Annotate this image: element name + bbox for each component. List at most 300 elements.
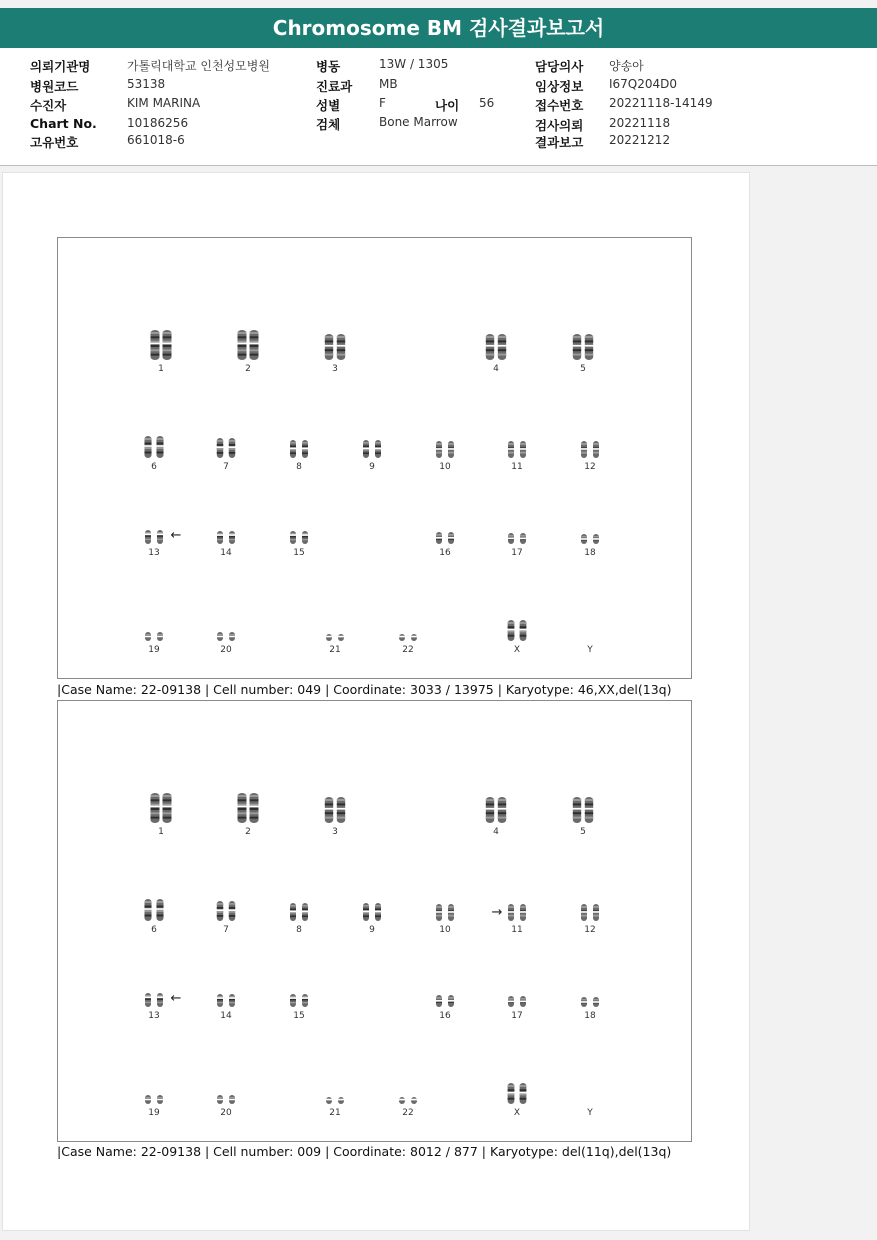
clinical-info-label: 임상정보: [535, 79, 584, 94]
chromosome-band: [508, 1085, 515, 1087]
chromosome-band: [581, 999, 587, 1000]
chromosome-band: [508, 1089, 515, 1091]
chromosome-pair-6: [144, 899, 164, 935]
chromosome-band: [163, 336, 172, 338]
centromere: [520, 448, 527, 450]
sex-label: 성별: [316, 98, 341, 113]
chromosome-band: [290, 449, 296, 451]
chromosome-band: [508, 1098, 515, 1100]
centromere: [519, 629, 527, 631]
chromosome-pair-9: [363, 440, 382, 472]
chromosome-band: [486, 340, 494, 342]
chromosome-band: [156, 443, 163, 445]
chromosome-pair-17: [508, 533, 527, 558]
chromosome-band: [217, 903, 223, 905]
chromosome-pair-1: [150, 793, 172, 837]
karyogram-image-2: [58, 701, 691, 1141]
chromosome-band: [508, 906, 514, 908]
karyogram-panel-2: [57, 700, 692, 1142]
chromosome-band: [325, 803, 333, 805]
chromosome-label-5: 5: [580, 827, 586, 837]
chromosome-band: [229, 911, 235, 913]
chromosome-band: [229, 533, 235, 534]
chromosome-label-13: 13: [148, 548, 160, 558]
chromosome-pair-4: [485, 797, 506, 837]
chromosome-band: [302, 533, 308, 534]
chromosome-band: [250, 345, 259, 347]
chromosome-band: [163, 345, 172, 347]
chromosome-pair-8: [290, 903, 309, 935]
chromosome-band: [436, 915, 442, 917]
chromosome-band: [520, 1089, 527, 1091]
chromosome-band: [144, 447, 151, 449]
top-border: [0, 0, 877, 4]
centromere: [229, 1099, 236, 1101]
chromosome-band: [508, 631, 515, 633]
chromosome-band: [250, 341, 259, 343]
chromosome-band: [363, 453, 369, 455]
centromere: [157, 534, 164, 536]
chromosome-pair-3: [324, 797, 345, 837]
department-label: 진료과: [316, 79, 353, 94]
chromosome-label-6: 6: [151, 462, 157, 472]
chromosome-band: [508, 626, 515, 628]
chromosome-pair-21: [326, 634, 345, 655]
chromosome-band: [520, 626, 527, 628]
hospital-code-value: 53138: [127, 77, 166, 91]
chromosome-label-17: 17: [511, 548, 523, 558]
chromosome-band: [145, 539, 151, 541]
chromosome-band: [363, 442, 369, 444]
chromosome-band: [238, 804, 247, 806]
chromosome-band: [156, 910, 163, 912]
chromosome-label-10: 10: [439, 462, 451, 472]
chromosome-label-20: 20: [220, 645, 232, 655]
centromere: [485, 345, 494, 347]
centromere: [217, 534, 224, 536]
specimen-value: Bone Marrow: [379, 115, 458, 129]
chromosome-band: [145, 1002, 151, 1004]
chromosome-label-12: 12: [584, 925, 596, 935]
chromosome-band: [144, 915, 151, 917]
centromere: [572, 808, 581, 810]
chromosome-band: [144, 443, 151, 445]
chromosome-band: [156, 915, 163, 917]
chromosome-pair-15: [290, 994, 309, 1021]
chromosome-band: [302, 442, 308, 444]
chromosome-label-Y: Y: [587, 1108, 593, 1118]
centromere: [237, 806, 247, 808]
chromosome-band: [375, 446, 381, 448]
centromere: [324, 345, 333, 347]
chromosome-band: [145, 535, 151, 537]
receipt-no-value: 20221118-14149: [609, 96, 713, 110]
chromosome-label-19: 19: [148, 1108, 160, 1118]
chromosome-band: [151, 349, 160, 351]
chromosome-band: [375, 905, 381, 907]
chromosome-band: [508, 535, 514, 537]
chromosome-pair-Y: [586, 1108, 593, 1118]
chromosome-band: [337, 340, 345, 342]
chromosome-label-4: 4: [493, 827, 499, 837]
chromosome-band: [520, 1085, 527, 1087]
chromosome-label-18: 18: [584, 1011, 596, 1021]
chromosome-band: [486, 799, 494, 801]
centromere: [157, 997, 164, 999]
chromosome-band: [229, 536, 235, 537]
chromosome-band: [363, 912, 369, 914]
chromosome-band: [250, 799, 259, 801]
chromosome-band: [151, 795, 160, 797]
chromosome-band: [163, 804, 172, 806]
chromosome-band: [238, 341, 247, 343]
chromosome-band: [156, 447, 163, 449]
chromosome-band: [498, 803, 506, 805]
chromosome-band: [593, 452, 599, 454]
chromosome-band: [217, 907, 223, 909]
chromosome-band: [238, 349, 247, 351]
centromere: [507, 1092, 515, 1094]
chromosome-band: [593, 443, 599, 445]
abnormality-arrow-13: ←: [170, 528, 182, 543]
chromosome-label-5: 5: [580, 364, 586, 374]
chromosome-band: [238, 817, 247, 819]
doctor-value: 양송아: [609, 59, 644, 73]
chromosome-band: [145, 1097, 151, 1098]
chromosome-15-2: [302, 531, 308, 544]
chromosome-band: [337, 799, 345, 801]
chromosome-band: [520, 906, 526, 908]
chromosome-band: [229, 1097, 235, 1098]
chromosome-pair-19: [145, 1095, 164, 1118]
doctor-label: 담당의사: [535, 59, 584, 74]
chromosome-band: [229, 907, 235, 909]
chromosome-pair-17: [508, 996, 527, 1021]
centromere: [584, 345, 593, 347]
report-date-value: 20221212: [609, 133, 671, 147]
centromere: [217, 997, 224, 999]
age-value: 56: [479, 96, 495, 110]
chromosome-band: [302, 996, 308, 997]
chromosome-band: [144, 438, 151, 440]
chromosome-band: [363, 905, 369, 907]
chromosome-band: [302, 446, 308, 448]
chromosome-pair-11: [508, 441, 527, 472]
chromosome-band: [250, 804, 259, 806]
chromosome-band: [375, 442, 381, 444]
centromere: [290, 911, 297, 913]
chromosome-band: [375, 909, 381, 911]
chromosome-band: [508, 915, 514, 917]
chromosome-band: [163, 341, 172, 343]
centromere: [338, 1099, 345, 1101]
centromere: [448, 448, 455, 450]
chromosome-band: [363, 916, 369, 918]
chromosome-band: [498, 340, 506, 342]
chromosome-band: [337, 803, 345, 805]
centromere: [144, 908, 152, 910]
chromosome-band: [593, 536, 599, 537]
chromosome-band: [157, 634, 163, 635]
centromere: [520, 911, 527, 913]
chromosome-band: [229, 539, 235, 540]
chromosome-22-2: [411, 634, 417, 641]
chromosome-band: [144, 452, 151, 454]
chromosome-band: [375, 453, 381, 455]
chromosome-pair-13: [145, 530, 164, 558]
chromosome-pair-22: [399, 634, 418, 655]
chromosome-band: [486, 354, 494, 356]
chromosome-pair-18: [581, 534, 600, 558]
chromosome-band: [145, 998, 151, 1000]
chromosome-band: [508, 622, 515, 624]
chromosome-pair-X: [507, 1083, 527, 1118]
unique-no-value: 661018-6: [127, 133, 185, 147]
chromosome-band: [250, 812, 259, 814]
centromere: [150, 806, 160, 808]
chromosome-band: [508, 1094, 515, 1096]
chromosome-14-1: [217, 994, 223, 1007]
chromosome-band: [229, 448, 235, 450]
hospital-code-label: 병원코드: [30, 79, 79, 94]
chromosome-pair-1: [150, 330, 172, 374]
centromere: [162, 343, 172, 345]
chromosome-band: [520, 915, 526, 917]
chromosome-band: [593, 906, 599, 908]
chromosome-label-11: 11: [511, 462, 523, 472]
centromere: [302, 448, 309, 450]
chromosome-band: [581, 915, 587, 917]
chromosome-band: [486, 349, 494, 351]
age-label: 나이: [435, 98, 460, 113]
centromere: [302, 534, 309, 536]
chromosome-band: [325, 354, 333, 356]
chromosome-band: [229, 1002, 235, 1003]
chromosome-pair-18: [581, 997, 600, 1021]
centromere: [363, 911, 370, 913]
chromosome-band: [163, 795, 172, 797]
patient-info-panel: [0, 48, 877, 166]
centromere: [448, 537, 455, 539]
chromosome-band: [436, 534, 442, 536]
chromosome-band: [581, 443, 587, 445]
chromosome-band: [163, 799, 172, 801]
centromere: [508, 448, 515, 450]
chromosome-band: [163, 332, 172, 334]
chromosome-band: [229, 915, 235, 917]
chromosome-label-22: 22: [402, 645, 414, 655]
chromosome-band: [520, 1098, 527, 1100]
centromere: [249, 806, 259, 808]
chromosome-band: [229, 999, 235, 1000]
chromosome-21-2: [338, 634, 344, 641]
chromosome-band: [448, 452, 454, 454]
chromosome-band: [508, 443, 514, 445]
chromosome-label-7: 7: [223, 925, 229, 935]
chromosome-band: [151, 799, 160, 801]
chromosome-band: [290, 996, 296, 997]
chromosome-band: [486, 803, 494, 805]
chromosome-band: [498, 349, 506, 351]
chromosome-label-15: 15: [293, 1011, 305, 1021]
chromosome-label-11: 11: [511, 925, 523, 935]
chromosome-label-8: 8: [296, 925, 302, 935]
chromosome-label-21: 21: [329, 1108, 341, 1118]
chromosome-label-9: 9: [369, 462, 375, 472]
chromosome-band: [217, 440, 223, 442]
chromosome-band: [302, 1002, 308, 1003]
chromosome-band: [290, 539, 296, 540]
chromosome-band: [144, 906, 151, 908]
chromosome-15-1: [290, 994, 296, 1007]
chromosome-band: [250, 354, 259, 356]
centromere: [249, 343, 259, 345]
chromosome-band: [217, 452, 223, 454]
chromosome-pair-20: [217, 632, 236, 655]
chromosome-band: [302, 449, 308, 451]
chromosome-band: [151, 341, 160, 343]
chromosome-pair-15: [290, 531, 309, 558]
chromosome-band: [151, 336, 160, 338]
centromere: [150, 343, 160, 345]
centromere: [326, 1099, 333, 1101]
chromosome-15-2: [302, 994, 308, 1007]
centromere: [507, 629, 515, 631]
chromosome-band: [217, 1002, 223, 1003]
centromere: [581, 448, 588, 450]
ward-value: 13W / 1305: [379, 57, 449, 71]
chromosome-band: [238, 345, 247, 347]
chromosome-pair-5: [572, 797, 593, 837]
chromosome-band: [498, 817, 506, 819]
chromosome-label-14: 14: [220, 1011, 232, 1021]
centromere: [229, 636, 236, 638]
chromosome-band: [375, 912, 381, 914]
chromosome-band: [290, 442, 296, 444]
ward-label: 병동: [316, 59, 341, 74]
chromosome-band: [573, 817, 581, 819]
chromosome-pair-8: [290, 440, 309, 472]
centromere: [375, 448, 382, 450]
request-date-label: 검사의뢰: [535, 118, 584, 133]
chromosome-band: [217, 634, 223, 635]
chromosome-band: [593, 999, 599, 1000]
chromosome-band: [363, 446, 369, 448]
chromosome-band: [325, 349, 333, 351]
chromosome-band: [337, 817, 345, 819]
chromosome-band: [375, 916, 381, 918]
chromosome-band: [325, 817, 333, 819]
chromosome-band: [585, 340, 593, 342]
chromosome-pair-13: [145, 993, 164, 1021]
chromosome-pair-7: [216, 901, 235, 935]
specimen-label: 검체: [316, 117, 341, 132]
centromere: [228, 446, 235, 448]
centromere: [375, 911, 382, 913]
chromosome-label-15: 15: [293, 548, 305, 558]
centromere: [581, 911, 588, 913]
chart-no-label: Chart No.: [30, 116, 97, 131]
chromosome-band: [290, 999, 296, 1000]
patient-label: 수진자: [30, 98, 67, 113]
chromosome-band: [151, 345, 160, 347]
chromosome-pair-2: [237, 793, 259, 837]
centromere: [162, 806, 172, 808]
chromosome-band: [229, 444, 235, 446]
karyogram-panel-1: [57, 237, 692, 679]
chromosome-band: [217, 1097, 223, 1098]
chromosome-band: [151, 804, 160, 806]
chromosome-band: [217, 915, 223, 917]
centromere: [157, 636, 164, 638]
chromosome-band: [498, 812, 506, 814]
centromere: [436, 537, 443, 539]
chromosome-band: [520, 631, 527, 633]
chromosome-band: [325, 340, 333, 342]
chromosome-band: [436, 452, 442, 454]
chromosome-15-1: [290, 531, 296, 544]
chromosome-band: [520, 535, 526, 537]
chromosome-band: [302, 905, 308, 907]
chromosome-band: [585, 336, 593, 338]
chromosome-band: [498, 354, 506, 356]
chromosome-label-3: 3: [332, 827, 338, 837]
chromosome-pair-9: [363, 903, 382, 935]
chromosome-label-18: 18: [584, 548, 596, 558]
centromere: [448, 911, 455, 913]
chromosome-band: [508, 635, 515, 637]
chromosome-pair-22: [399, 1097, 418, 1118]
chromosome-label-9: 9: [369, 925, 375, 935]
chromosome-22-2: [411, 1097, 417, 1104]
chromosome-band: [157, 998, 163, 1000]
chromosome-band: [229, 634, 235, 635]
chromosome-pair-3: [324, 334, 345, 374]
centromere: [497, 345, 506, 347]
chromosome-band: [151, 354, 160, 356]
receipt-no-label: 접수번호: [535, 98, 584, 113]
chromosome-band: [163, 812, 172, 814]
chromosome-label-16: 16: [439, 548, 451, 558]
chromosome-pair-16: [436, 532, 455, 558]
chromosome-21-1: [326, 1097, 332, 1104]
chromosome-band: [498, 336, 506, 338]
chromosome-band: [217, 996, 223, 997]
chromosome-label-1: 1: [158, 827, 164, 837]
chromosome-band: [156, 438, 163, 440]
chromosome-label-2: 2: [245, 827, 251, 837]
chromosome-band: [290, 909, 296, 911]
chromosome-pair-5: [572, 334, 593, 374]
chromosome-band: [325, 812, 333, 814]
centromere: [572, 345, 581, 347]
hospital-value: 가톨릭대학교 인천성모병원: [127, 59, 270, 73]
chromosome-label-10: 10: [439, 925, 451, 935]
centromere: [508, 538, 515, 540]
chromosome-band: [520, 443, 526, 445]
chromosome-label-X: X: [513, 645, 521, 655]
chromosome-band: [302, 916, 308, 918]
chromosome-pair-21: [326, 1097, 345, 1118]
chromosome-band: [238, 336, 247, 338]
centromere: [217, 1099, 224, 1101]
chromosome-band: [229, 903, 235, 905]
chromosome-band: [250, 332, 259, 334]
centromere: [302, 997, 309, 999]
chromosome-band: [486, 812, 494, 814]
chromosome-band: [156, 901, 163, 903]
chromosome-label-1: 1: [158, 364, 164, 374]
